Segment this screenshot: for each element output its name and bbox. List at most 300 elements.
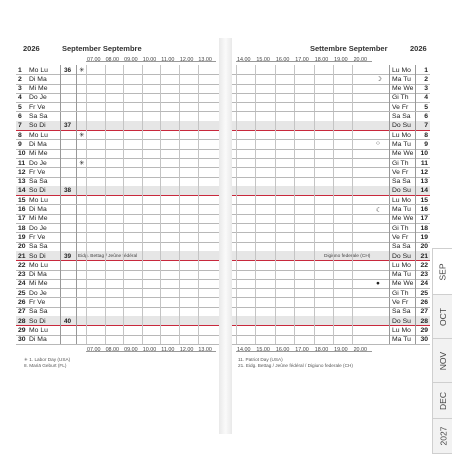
hour-line xyxy=(179,167,180,176)
column-divider xyxy=(389,186,390,195)
column-divider xyxy=(389,214,390,223)
hour-line xyxy=(142,74,143,83)
right-footnote-2: 21. Eidg. Bettag / Jeûne fédéral / Digiuno federale (CH) xyxy=(238,363,353,368)
tab-sep[interactable] xyxy=(432,248,452,296)
column-divider xyxy=(389,270,390,279)
hour-line xyxy=(142,112,143,121)
hour-line xyxy=(275,130,276,139)
hour-line xyxy=(179,307,180,316)
hour-line xyxy=(142,84,143,93)
column-divider xyxy=(76,158,77,167)
hour-line xyxy=(142,298,143,307)
tab-oct[interactable] xyxy=(432,294,452,340)
hour-line xyxy=(198,298,199,307)
day-number: 3 xyxy=(424,85,428,93)
hour-line xyxy=(352,316,353,325)
time-label: 18.00 xyxy=(314,57,329,63)
hour-line xyxy=(236,279,237,288)
hour-line xyxy=(160,316,161,325)
column-divider xyxy=(76,270,77,279)
column-divider xyxy=(60,149,61,158)
hour-line xyxy=(352,195,353,204)
day-number: 28 xyxy=(18,317,26,325)
hour-line xyxy=(105,232,106,241)
day-number: 10 xyxy=(18,150,26,158)
day-number: 24 xyxy=(18,280,26,288)
hour-line xyxy=(314,335,315,344)
column-divider xyxy=(389,205,390,214)
hour-line xyxy=(294,74,295,83)
hour-line xyxy=(275,65,276,74)
hour-line xyxy=(236,112,237,121)
right-year: 2026 xyxy=(410,44,427,53)
hour-line xyxy=(236,298,237,307)
hour-line xyxy=(142,195,143,204)
column-divider xyxy=(60,139,61,148)
day-number: 12 xyxy=(420,168,428,176)
day-abbrev: Mi Me xyxy=(29,150,48,158)
hour-line xyxy=(314,316,315,325)
hour-line xyxy=(105,158,106,167)
hour-line xyxy=(352,214,353,223)
hour-line xyxy=(123,121,124,130)
hour-line xyxy=(105,149,106,158)
hour-line xyxy=(294,102,295,111)
day-abbrev: Ma Tu xyxy=(392,336,411,344)
hour-line xyxy=(236,84,237,93)
hour-line xyxy=(275,102,276,111)
day-number: 24 xyxy=(420,280,428,288)
column-divider xyxy=(76,167,77,176)
day-number: 17 xyxy=(18,215,26,223)
hour-line xyxy=(123,74,124,83)
hour-line xyxy=(294,232,295,241)
column-divider xyxy=(76,121,77,130)
hour-line xyxy=(142,205,143,214)
moon-phase-icon: ☾ xyxy=(376,206,382,214)
day-abbrev: Sa Sa xyxy=(392,113,411,120)
hour-line xyxy=(333,186,334,195)
hour-line xyxy=(160,325,161,334)
day-number: 11 xyxy=(18,159,26,167)
hour-line xyxy=(86,102,87,111)
column-divider xyxy=(389,102,390,111)
hour-line xyxy=(333,270,334,279)
hour-line xyxy=(179,93,180,102)
time-label: 15.00 xyxy=(256,347,270,353)
hour-line xyxy=(294,223,295,232)
hour-line xyxy=(236,177,237,186)
hour-line xyxy=(160,74,161,83)
day-number: 7 xyxy=(18,122,22,130)
hour-line xyxy=(294,288,295,297)
day-abbrev: Sa Sa xyxy=(29,113,48,120)
column-divider xyxy=(76,298,77,307)
hour-line xyxy=(86,167,87,176)
hour-line xyxy=(314,167,315,176)
column-divider xyxy=(389,279,390,288)
hour-line xyxy=(255,195,256,204)
hour-line xyxy=(314,102,315,111)
left-footnote-2: 8. Mariä Geburt (FL) xyxy=(24,363,67,368)
day-abbrev: So Di xyxy=(29,122,46,130)
hour-line xyxy=(160,270,161,279)
hour-line xyxy=(255,242,256,251)
hour-line xyxy=(255,279,256,288)
hour-line xyxy=(352,335,353,344)
day-abbrev: Sa Sa xyxy=(29,243,48,251)
hour-line xyxy=(123,298,124,307)
hour-line xyxy=(160,139,161,148)
tab-2027[interactable] xyxy=(432,418,452,454)
day-number: 22 xyxy=(420,261,428,269)
hour-line xyxy=(123,316,124,325)
column-divider xyxy=(76,65,77,74)
day-number: 21 xyxy=(18,252,26,260)
day-abbrev: Ve Fr xyxy=(392,168,409,176)
hour-line xyxy=(314,84,315,93)
hour-line xyxy=(86,149,87,158)
hour-line xyxy=(255,167,256,176)
column-divider xyxy=(76,177,77,186)
hour-line xyxy=(179,325,180,334)
time-label: 09.00 xyxy=(124,347,138,353)
hour-line xyxy=(333,74,334,83)
day-number: 8 xyxy=(424,131,428,139)
hour-line xyxy=(275,177,276,186)
day-abbrev: Mo Lu xyxy=(29,326,48,334)
day-abbrev: Lu Mo xyxy=(392,131,411,139)
hour-line xyxy=(105,205,106,214)
hour-line xyxy=(294,325,295,334)
hour-line xyxy=(275,325,276,334)
hour-line xyxy=(314,112,315,121)
holiday-note: Eidg. Bettag / Jeûne fédéral xyxy=(78,253,138,259)
hour-line xyxy=(142,177,143,186)
hour-line xyxy=(105,93,106,102)
hour-line xyxy=(236,232,237,241)
hour-line xyxy=(314,158,315,167)
day-number: 4 xyxy=(18,94,22,102)
hour-line xyxy=(142,251,143,260)
column-divider xyxy=(389,288,390,297)
day-number: 9 xyxy=(424,140,428,148)
hour-line xyxy=(255,121,256,130)
hour-line xyxy=(86,288,87,297)
hour-line xyxy=(333,149,334,158)
hour-line xyxy=(255,205,256,214)
hour-line xyxy=(142,242,143,251)
column-divider xyxy=(415,121,416,130)
hour-line xyxy=(255,186,256,195)
hour-line xyxy=(86,298,87,307)
hour-line xyxy=(179,205,180,214)
column-divider xyxy=(389,74,390,83)
hour-line xyxy=(333,177,334,186)
hour-line xyxy=(105,214,106,223)
hour-line xyxy=(198,335,199,344)
hour-line xyxy=(333,139,334,148)
column-divider xyxy=(60,93,61,102)
hour-line xyxy=(333,288,334,297)
day-abbrev: Gi Th xyxy=(392,94,409,102)
hour-line xyxy=(198,112,199,121)
time-label: 07.00 xyxy=(87,57,101,63)
column-divider xyxy=(415,335,416,344)
hour-line xyxy=(352,139,353,148)
column-divider xyxy=(415,260,416,269)
hour-line xyxy=(294,214,295,223)
hour-line xyxy=(314,149,315,158)
day-abbrev: Ma Tu xyxy=(392,271,411,279)
hour-line xyxy=(160,84,161,93)
hour-line xyxy=(179,335,180,344)
day-abbrev: Do Je xyxy=(29,159,47,167)
hour-line xyxy=(236,65,237,74)
binding-gutter xyxy=(219,38,232,434)
hour-line xyxy=(352,205,353,214)
hour-line xyxy=(179,102,180,111)
hour-line xyxy=(160,167,161,176)
column-divider xyxy=(389,298,390,307)
day-number: 23 xyxy=(420,271,428,279)
hour-line xyxy=(236,186,237,195)
column-divider xyxy=(415,167,416,176)
hour-line xyxy=(142,149,143,158)
hour-line xyxy=(142,316,143,325)
hour-line xyxy=(86,195,87,204)
hour-line xyxy=(236,93,237,102)
hour-line xyxy=(160,121,161,130)
hour-line xyxy=(142,186,143,195)
day-abbrev: Me We xyxy=(392,215,414,223)
time-label: 11.00 xyxy=(161,57,175,63)
day-abbrev: Di Ma xyxy=(29,271,47,279)
hour-line xyxy=(352,149,353,158)
day-number: 16 xyxy=(420,206,428,213)
day-abbrev: Lu Mo xyxy=(392,196,411,204)
hour-line xyxy=(236,214,237,223)
hour-line xyxy=(105,260,106,269)
hour-line xyxy=(352,186,353,195)
time-label: 12.00 xyxy=(179,57,194,63)
hour-line xyxy=(198,186,199,195)
column-divider xyxy=(389,158,390,167)
hour-line xyxy=(160,232,161,241)
day-number: 16 xyxy=(18,206,26,213)
column-divider xyxy=(389,307,390,316)
hour-line xyxy=(142,288,143,297)
column-divider xyxy=(415,130,416,139)
hour-line xyxy=(352,167,353,176)
day-number: 19 xyxy=(18,233,26,241)
column-divider xyxy=(60,279,61,288)
day-row[interactable] xyxy=(232,335,430,345)
hour-line xyxy=(236,139,237,148)
hour-line xyxy=(123,325,124,334)
hour-line xyxy=(179,298,180,307)
column-divider xyxy=(60,270,61,279)
column-divider xyxy=(60,205,61,214)
day-number: 30 xyxy=(18,336,26,344)
hour-line xyxy=(179,279,180,288)
hour-line xyxy=(275,167,276,176)
hour-line xyxy=(160,307,161,316)
hour-line xyxy=(198,279,199,288)
column-divider xyxy=(415,65,416,74)
column-divider xyxy=(415,279,416,288)
hour-line xyxy=(255,335,256,344)
moon-phase-icon: ● xyxy=(376,279,380,287)
column-divider xyxy=(415,195,416,204)
hour-line xyxy=(352,74,353,83)
hour-line xyxy=(179,288,180,297)
column-divider xyxy=(76,242,77,251)
column-divider xyxy=(389,335,390,344)
hour-line xyxy=(333,242,334,251)
hour-line xyxy=(105,307,106,316)
hour-line xyxy=(314,93,315,102)
day-abbrev: Lu Mo xyxy=(392,261,411,269)
hour-line xyxy=(352,102,353,111)
day-abbrev: Do Su xyxy=(392,252,411,260)
hour-line xyxy=(314,242,315,251)
hour-line xyxy=(160,214,161,223)
hour-line xyxy=(275,335,276,344)
day-abbrev: Mi Me xyxy=(29,280,48,288)
hour-line xyxy=(255,251,256,260)
day-abbrev: Mi Me xyxy=(29,215,48,223)
hour-line xyxy=(105,177,106,186)
column-divider xyxy=(415,158,416,167)
hour-line xyxy=(236,335,237,344)
day-abbrev: So Di xyxy=(29,317,46,325)
hour-line xyxy=(160,112,161,121)
right-footnotes xyxy=(238,357,428,369)
hour-line xyxy=(105,325,106,334)
column-divider xyxy=(415,223,416,232)
day-number: 11 xyxy=(420,159,428,167)
day-number: 17 xyxy=(420,215,428,223)
hour-line xyxy=(314,288,315,297)
hour-line xyxy=(105,139,106,148)
hour-line xyxy=(142,223,143,232)
hour-line xyxy=(275,84,276,93)
hour-line xyxy=(236,158,237,167)
column-divider xyxy=(415,186,416,195)
day-number: 15 xyxy=(420,196,428,204)
column-divider xyxy=(389,316,390,325)
right-footnote-1: 11. Patriot Day (USA) xyxy=(238,357,283,362)
hour-line xyxy=(198,130,199,139)
tab-dec[interactable] xyxy=(432,382,452,420)
hour-line xyxy=(255,214,256,223)
hour-line xyxy=(236,223,237,232)
hour-line xyxy=(179,112,180,121)
column-divider xyxy=(415,74,416,83)
column-divider xyxy=(76,195,77,204)
hour-line xyxy=(123,205,124,214)
hour-line xyxy=(142,325,143,334)
hour-line xyxy=(352,121,353,130)
day-number: 28 xyxy=(420,317,428,325)
tab-nov[interactable] xyxy=(432,338,452,384)
hour-line xyxy=(294,205,295,214)
hour-line xyxy=(236,316,237,325)
column-divider xyxy=(60,130,61,139)
hour-line xyxy=(255,177,256,186)
hour-line xyxy=(142,270,143,279)
hour-line xyxy=(294,260,295,269)
hour-line xyxy=(123,65,124,74)
day-number: 18 xyxy=(420,224,428,232)
column-divider xyxy=(76,186,77,195)
column-divider xyxy=(389,65,390,74)
day-abbrev: Fr Ve xyxy=(29,103,46,111)
hour-line xyxy=(352,130,353,139)
hour-line xyxy=(179,242,180,251)
day-abbrev: Lu Mo xyxy=(392,326,411,334)
hour-line xyxy=(294,93,295,102)
column-divider xyxy=(415,112,416,121)
hour-line xyxy=(352,65,353,74)
hour-line xyxy=(314,186,315,195)
hour-line xyxy=(314,130,315,139)
day-number: 20 xyxy=(18,243,26,251)
column-divider xyxy=(60,223,61,232)
column-divider xyxy=(415,298,416,307)
column-divider xyxy=(76,279,77,288)
hour-line xyxy=(179,149,180,158)
column-divider xyxy=(415,251,416,260)
hour-line xyxy=(123,102,124,111)
column-divider xyxy=(76,139,77,148)
time-label: 14.00 xyxy=(237,57,251,63)
day-row[interactable] xyxy=(16,335,219,345)
hour-line xyxy=(123,214,124,223)
hour-line xyxy=(86,316,87,325)
hour-line xyxy=(179,251,180,260)
day-abbrev: So Di xyxy=(29,187,46,195)
column-divider xyxy=(76,74,77,83)
hour-line xyxy=(275,251,276,260)
hour-line xyxy=(352,251,353,260)
column-divider xyxy=(389,93,390,102)
hour-line xyxy=(352,232,353,241)
day-abbrev: Me We xyxy=(392,280,414,288)
column-divider xyxy=(389,84,390,93)
hour-line xyxy=(236,288,237,297)
day-number: 13 xyxy=(18,178,26,186)
hour-line xyxy=(314,195,315,204)
hour-line xyxy=(142,167,143,176)
column-divider xyxy=(76,214,77,223)
day-abbrev: Sa Sa xyxy=(392,308,411,316)
column-divider xyxy=(415,149,416,158)
hour-line xyxy=(314,205,315,214)
hour-line xyxy=(86,121,87,130)
hour-line xyxy=(275,93,276,102)
hour-line xyxy=(294,139,295,148)
hour-line xyxy=(86,158,87,167)
hour-line xyxy=(123,177,124,186)
hour-line xyxy=(142,158,143,167)
hour-line xyxy=(198,325,199,334)
time-label: 17.00 xyxy=(295,57,309,63)
hour-line xyxy=(294,242,295,251)
hour-line xyxy=(352,84,353,93)
hour-line xyxy=(255,84,256,93)
